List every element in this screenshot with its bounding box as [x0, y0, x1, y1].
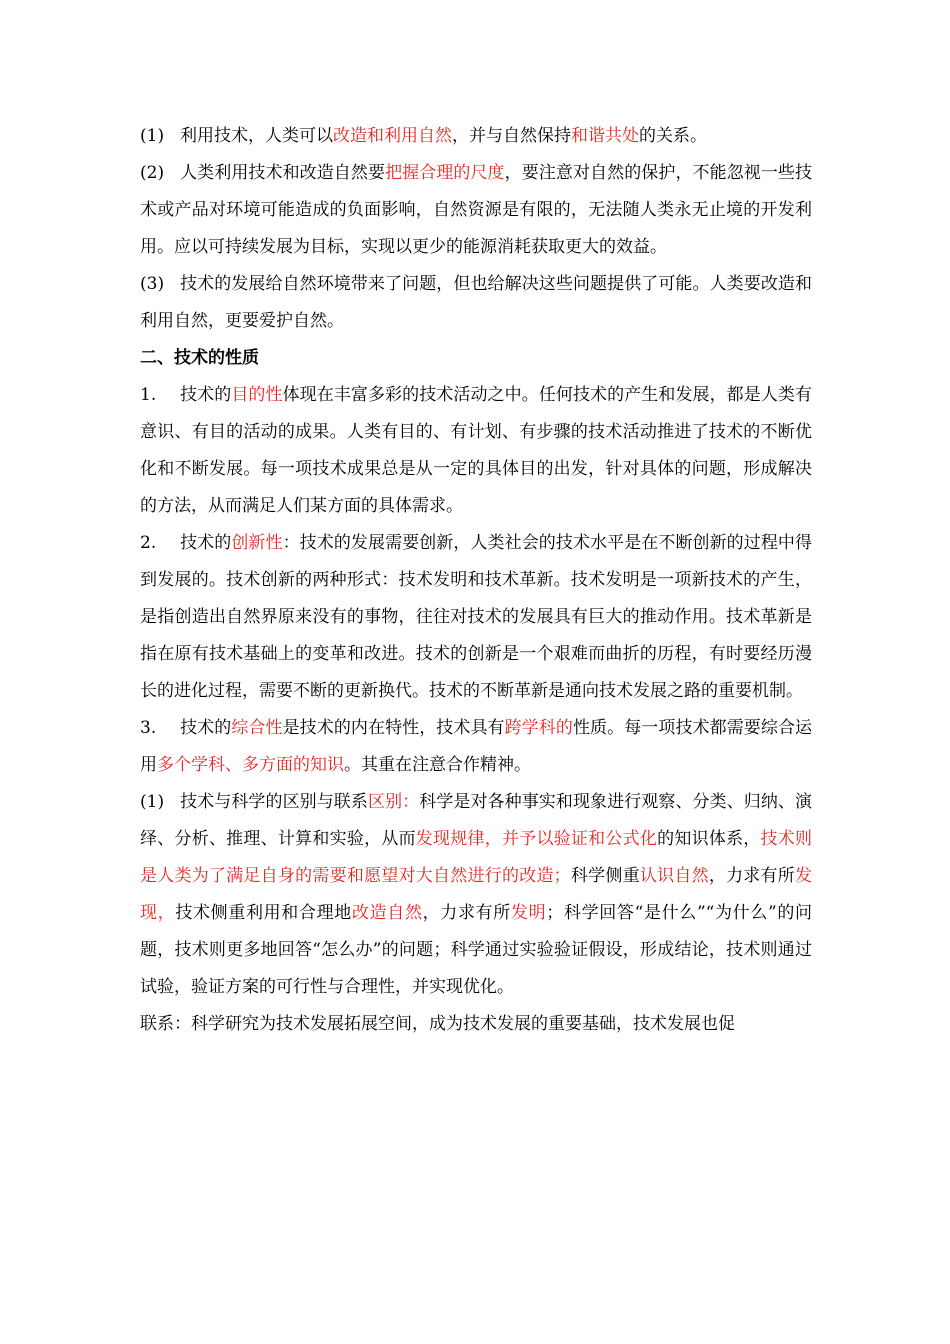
- body-text: 技术侧重利用和合理地: [175, 903, 352, 923]
- paragraph-s1: [140, 377, 812, 525]
- body-text: ，力求有所: [708, 866, 796, 886]
- highlighted-text: 改造和利用自然: [333, 126, 452, 146]
- list-marker: (2): [140, 163, 165, 183]
- body-text: 技术的发展给自然环境带来了问题，但也给解决这些问题提供了可能。人类要改造和利用自然，更要爱护自然。: [140, 274, 812, 331]
- highlighted-text: 发现规律，并予以验证和公式化: [415, 829, 658, 849]
- highlighted-text: 目的性: [231, 385, 283, 405]
- body-text: 技术的: [180, 533, 232, 553]
- highlighted-text: 把握合理的尺度: [385, 163, 505, 183]
- body-text: 人类利用技术和改造自然要: [180, 163, 386, 183]
- list-marker: (3): [140, 274, 165, 294]
- paragraph-p2: [140, 155, 812, 266]
- body-text: 技术与科学的区别与联系: [180, 792, 368, 812]
- body-text: 是技术的内在特性，技术具有: [282, 718, 505, 738]
- highlighted-text: 创新性: [231, 533, 283, 553]
- body-text: 二、技术的性质: [140, 348, 259, 368]
- body-text: ，力求有所: [422, 903, 511, 923]
- list-marker: 3.: [140, 718, 157, 738]
- body-text: 性质。每一项技术都需要综合运用: [140, 718, 813, 775]
- body-text: 技术的: [180, 718, 232, 738]
- body-text: 科学侧重: [570, 866, 640, 886]
- list-marker: (1): [140, 792, 165, 812]
- body-text: 体现在丰富多彩的技术活动之中。任何技术的产生和发展，都是人类有意识、有目的活动的成果。人类有目的、有计划、有步骤的技术活动推进了技术的不断优化和不断发展。每一项技术成果总是从一定的具体目的出发，针对具体的问题，形成解决的方法，从而满足人们某方面的具体需求。: [140, 385, 813, 516]
- paragraph-lx: [140, 1006, 812, 1043]
- highlighted-text: 区别：: [367, 792, 420, 812]
- body-text: 。其重在注意合作精神。: [344, 755, 531, 775]
- highlighted-text: 技术则是人类为了满足自身的需要和愿望对大自然进行的改造；: [140, 829, 813, 886]
- list-marker: 2.: [140, 533, 157, 553]
- list-marker: (1): [140, 126, 165, 146]
- body-text: 科学是对各种事实和现象进行观察、分类、归纳、演绎、分析、推理、计算和实验，从而: [140, 792, 813, 849]
- paragraph-p3: [140, 266, 812, 340]
- paragraph-p1: [140, 118, 812, 155]
- paragraph-s3-1: [140, 784, 812, 1006]
- highlighted-text: 发明: [510, 903, 547, 923]
- paragraph-s2: [140, 525, 812, 710]
- highlighted-text: 和谐共处: [571, 126, 639, 146]
- body-text: ：技术的发展需要创新，人类社会的技术水平是在不断创新的过程中得到发展的。技术创新的两种形式：技术发明和技术革新。技术发明是一项新技术的产生，是指创造出自然界原来没有的事物，往往对技术的发展具有巨大的推动作用。技术革新是指在原有技术基础上的变革和改进。技术的创新是一个艰难而曲折的历程，有时要经历漫长的进化过程，需要不断的更新换代。技术的不断革新是通向技术发展之路的重要机制。: [140, 533, 813, 701]
- body-text: 联系：科学研究为技术发展拓展空间，成为技术发展的重要基础，技术发展也促: [140, 1014, 735, 1034]
- body-text: 利用技术，人类可以: [180, 126, 333, 146]
- list-marker: 1.: [140, 385, 157, 405]
- section-heading: [140, 340, 812, 377]
- highlighted-text: 跨学科的: [504, 718, 573, 738]
- highlighted-text: 认识自然: [639, 866, 709, 886]
- highlighted-text: 综合性: [231, 718, 283, 738]
- body-text: 的知识体系，: [657, 829, 761, 849]
- highlighted-text: 发现，: [140, 866, 813, 923]
- body-text: 技术的: [180, 385, 232, 405]
- body-text: ，要注意对自然的保护，不能忽视一些技术或产品对环境可能造成的负面影响，自然资源是有限的，无法随人类永无止境的开发利用。应以可持续发展为目标，实现以更少的能源消耗获取更大的效益。: [140, 163, 813, 257]
- body-text: ；科学回答“是什么”“为什么”的问题，技术则更多地回答“怎么办”的问题；科学通过实验验证假设，形成结论，技术则通过试验，验证方案的可行性与合理性，并实现优化。: [140, 903, 813, 997]
- body-text: 的关系。: [639, 126, 707, 146]
- highlighted-text: 多个学科、多方面的知识: [157, 755, 344, 775]
- highlighted-text: 改造自然: [351, 903, 423, 923]
- paragraph-s3: [140, 710, 812, 784]
- body-text: ，并与自然保持: [452, 126, 571, 146]
